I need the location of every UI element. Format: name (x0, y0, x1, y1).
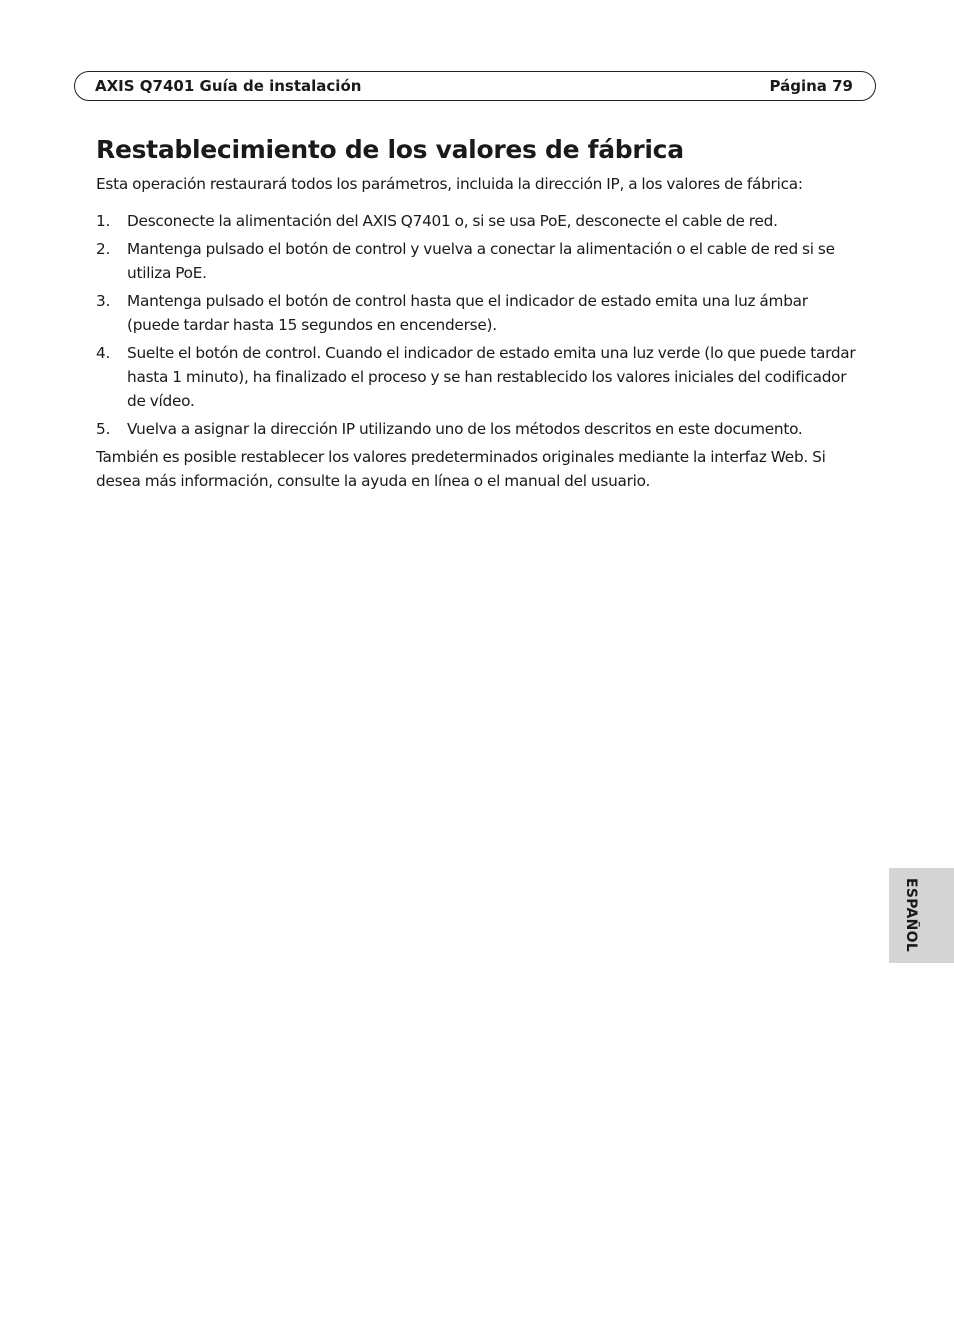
list-item (96, 209, 856, 233)
section-body (96, 172, 856, 493)
language-tab-label: ESPAÑOL (903, 878, 919, 953)
document-title: AXIS Q7401 Guía de instalación (95, 76, 362, 95)
step-number: 3. (96, 292, 111, 310)
step-text: Vuelva a asignar la dirección IP utilizando uno de los métodos descritos en este documento. (127, 420, 803, 438)
step-number: 2. (96, 240, 111, 258)
step-text: Desconecte la alimentación del AXIS Q7401 o, si se usa PoE, desconecte el cable de red. (127, 212, 778, 230)
page-header (74, 71, 876, 101)
page-number: Página 79 (769, 76, 853, 95)
step-text: Mantenga pulsado el botón de control hasta que el indicador de estado emita una luz ámbar (puede tardar hasta 15 segundos en encenderse). (127, 292, 808, 334)
step-number: 1. (96, 212, 111, 230)
section-title: Restablecimiento de los valores de fábrica (96, 135, 684, 164)
outro-paragraph: También es posible restablecer los valores predeterminados originales mediante la interfaz Web. Si desea más información, consulte la ayuda en línea o el manual del usuario. (96, 448, 826, 490)
list-item (96, 237, 856, 285)
list-item (96, 341, 856, 413)
step-number: 5. (96, 420, 111, 438)
intro-paragraph: Esta operación restaurará todos los parámetros, incluida la dirección IP, a los valores de fábrica: (96, 175, 803, 193)
language-tab (889, 868, 954, 963)
list-item (96, 289, 856, 337)
step-text: Mantenga pulsado el botón de control y vuelva a conectar la alimentación o el cable de red si se utiliza PoE. (127, 240, 835, 282)
list-item (96, 417, 856, 441)
steps-list (96, 209, 856, 441)
step-text: Suelte el botón de control. Cuando el indicador de estado emita una luz verde (lo que puede tardar hasta 1 minuto), ha finalizado el proceso y se han restablecido los valores iniciales del codificador de vídeo. (127, 344, 856, 410)
step-number: 4. (96, 344, 111, 362)
